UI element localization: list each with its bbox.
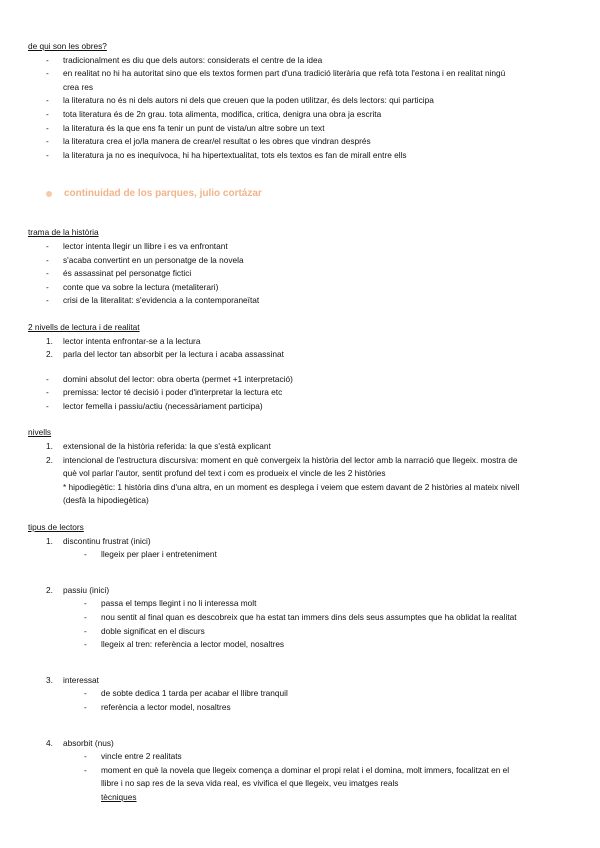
sub-list-item: - vincle entre 2 realitats <box>84 751 182 762</box>
list-item: - la literatura és la que ens fa tenir un punt de vista/un altre sobre un text <box>46 122 325 133</box>
accent-title: continuidad de los parques, julio cortázar <box>0 184 600 204</box>
sub-list-item: - llegeix al tren: referència a lector model, nosaltres <box>84 639 285 650</box>
section-heading: 2 nivells de lectura i de realitat <box>28 321 140 332</box>
list-item: - lector femella i passiu/actiu (necessàriament participa) <box>46 400 263 411</box>
list-item: - tradicionalment es diu que dels autors: considerats el centre de la idea <box>46 54 323 65</box>
section-heading: trama de la història <box>28 227 99 238</box>
list-item: - s'acaba convertint en un personatge de la novela <box>46 254 244 265</box>
list-item: - tota literatura és de 2n grau. tota alimenta, modifica, critica, denigra una obra ja escrita <box>46 108 382 119</box>
list-item: - en realitat no hi ha autoritat sino que els textos formen part d'una tradició literària que refà tota l'estona i en realitat ningú <box>46 68 506 79</box>
list-item: - la literatura crea el jo/la manera de crear/el resultat o les obres que vindran després <box>46 136 371 147</box>
list-item: - la literatura no és ni dels autors ni dels que creuen que la poden utilitzar, és dels lectors: qui participa <box>46 95 434 106</box>
numbered-item: 2. intencional de l'estructura discursiva: moment en què convergeix la història del lector amb la narració que llegeix. mostra de <box>46 454 518 465</box>
sub-list-item: - moment en què la novela que llegeix comença a dominar el propi relat i el domina, molt immers, focalitzat en el <box>84 764 510 775</box>
sub-list-item: - doble significat en el discurs <box>84 625 205 636</box>
sub-list-item: - passa el temps llegint i no li interessa molt <box>84 598 257 609</box>
numbered-item: 2. passiu (inici) <box>46 584 110 595</box>
sub-list-item: - nou sentit al final quan es descobreix que ha estat tan immers dins dels seus assumptes que ha oblidat la realitat <box>84 612 517 622</box>
section-heading: de qui son les obres? <box>28 41 107 51</box>
section-heading: tipus de lectors <box>28 522 84 533</box>
sub-list-item: - de sobte dedica 1 tarda per acabar el llibre tranquil <box>84 688 288 699</box>
numbered-item: 2. parla del lector tan absorbit per la lectura i acaba assassinat <box>46 349 284 360</box>
document-page <box>0 40 600 805</box>
numbered-item: 3. interessat <box>46 674 99 685</box>
sub-list-item: - referència a lector model, nosaltres <box>84 701 231 712</box>
list-item: - crisi de la literalitat: s'evidencia a la contemporaneïtat <box>46 295 260 306</box>
list-item: - lector intenta llegir un llibre i es va enfrontant <box>46 240 228 251</box>
underlined-note: tècniques <box>101 791 137 802</box>
sub-list-item-continuation: llibre i no sap res de la seva vida real, es vivifica el que llegeix, veu imatges reals <box>101 778 399 789</box>
section-heading: nivells <box>28 427 52 438</box>
list-item: - és assassinat pel personatge fictici <box>46 268 192 279</box>
list-item: - la literatura ja no es inequívoca, hi ha hipertextualitat, tots els textos es fan de mirall entre ells <box>46 149 407 160</box>
list-item: - domini absolut del lector: obra oberta (permet +1 interpretació) <box>46 373 293 384</box>
numbered-item: 4. absorbit (nus) <box>46 737 114 748</box>
list-item: - conte que va sobre la lectura (metaliterari) <box>46 281 219 292</box>
numbered-item-continuation: * hipodiegètic: 1 història dins d'una altra, en un moment es desplega i veiem que estem davant de 2 històries al mateix nivell <box>63 481 520 492</box>
list-item-continuation: crea res <box>63 81 93 92</box>
numbered-item: 1. extensional de la història referida: la que s'està explicant <box>46 441 271 452</box>
numbered-item: 1. discontinu frustrat (inici) <box>46 535 151 546</box>
numbered-item-continuation: què vol parlar l'autor, sentit profund del text i com es produeix el vincle de les 2 històries <box>63 468 386 479</box>
list-item: - premissa: lector té decisió i poder d'interpretar la lectura etc <box>46 387 283 398</box>
bullet-dot-icon <box>46 191 52 197</box>
numbered-item: 1. lector intenta enfrontar-se a la lectura <box>46 335 201 346</box>
sub-list-item: - llegeix per plaer i entreteniment <box>84 549 217 560</box>
numbered-item-continuation: (desfà la hipodiegètica) <box>63 495 149 506</box>
